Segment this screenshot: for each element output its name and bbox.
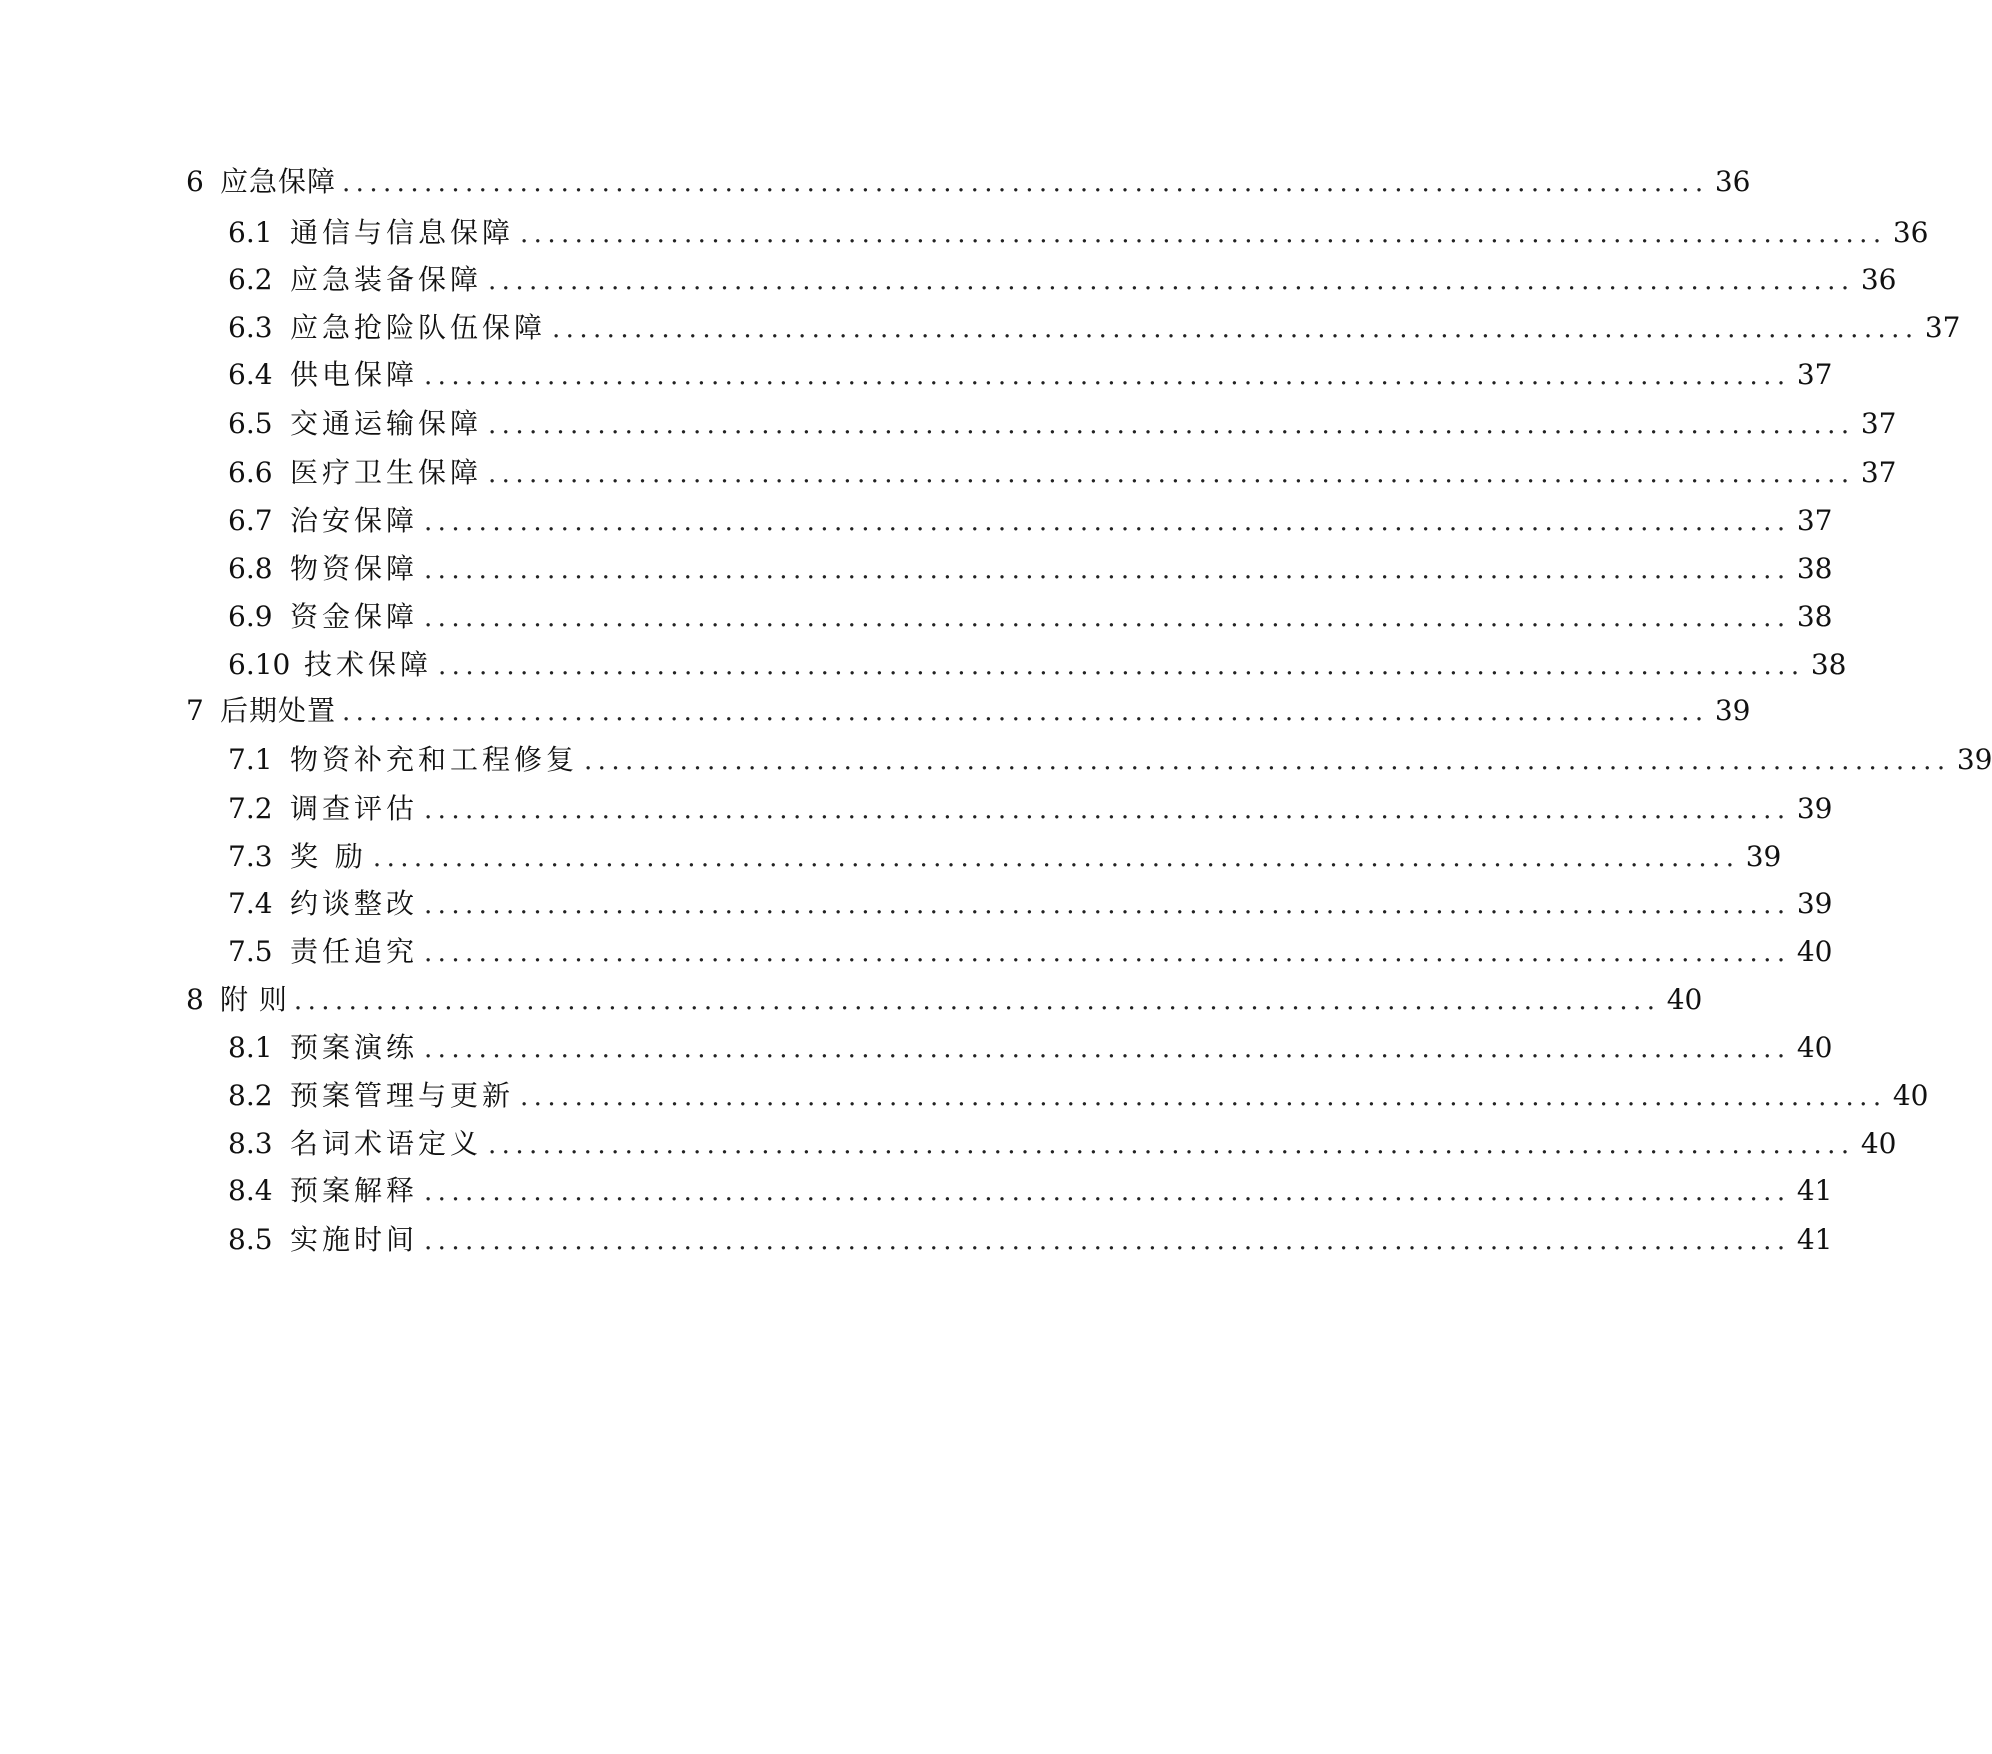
toc-entry-title: 通信与信息保障 xyxy=(290,216,515,249)
toc-dot-leader: .................................................................................................... xyxy=(488,1130,1855,1160)
toc-entry-title: 技术保障 xyxy=(304,648,433,681)
toc-entry-title: 医疗卫生保障 xyxy=(290,456,483,489)
toc-entry-page: 39 xyxy=(1796,887,1833,920)
toc-dot-leader: .................................................................................................... xyxy=(424,603,1791,633)
toc-entry-page: 39 xyxy=(1745,840,1782,873)
toc-dot-leader: .................................................................................................... xyxy=(424,938,1791,968)
toc-entry-page: 41 xyxy=(1796,1223,1833,1256)
toc-entry-page: 37 xyxy=(1924,311,1961,344)
toc-entry[interactable] xyxy=(228,932,1833,972)
toc-entry-number: 6.10 xyxy=(228,648,291,681)
toc-entry[interactable] xyxy=(228,884,1833,924)
toc-entry-number: 6.3 xyxy=(228,311,273,344)
toc-entry-title: 供电保障 xyxy=(290,358,419,391)
toc-dot-leader: .................................................................................................... xyxy=(424,1177,1791,1207)
toc-entry-number: 7.2 xyxy=(228,792,273,825)
toc-dot-leader: .................................................................................................... xyxy=(424,1226,1791,1256)
toc-entry-page: 41 xyxy=(1796,1174,1833,1207)
toc-entry-number: 8.4 xyxy=(228,1174,273,1207)
toc-entry-number: 8 xyxy=(186,983,204,1016)
toc-entry[interactable] xyxy=(228,645,1847,685)
toc-entry-number: 7.4 xyxy=(228,887,273,920)
toc-dot-leader: .................................................................................................... xyxy=(342,697,1709,727)
toc-entry-page: 37 xyxy=(1860,407,1897,440)
toc-entry-number: 6 xyxy=(186,165,204,198)
toc-entry-page: 39 xyxy=(1796,792,1833,825)
toc-entry-number: 6.1 xyxy=(228,216,273,249)
toc-dot-leader: .................................................................................................... xyxy=(424,555,1791,585)
toc-dot-leader: .................................................................................................... xyxy=(438,651,1805,681)
toc-entry-number: 8.1 xyxy=(228,1031,273,1064)
toc-dot-leader: .................................................................................................... xyxy=(424,1034,1791,1064)
toc-entry-page: 38 xyxy=(1810,648,1847,681)
toc-entry-number: 8.3 xyxy=(228,1127,273,1160)
toc-entry-title: 预案管理与更新 xyxy=(290,1079,515,1112)
toc-entry[interactable] xyxy=(186,691,1751,731)
toc-entry-number: 7 xyxy=(186,694,204,727)
toc-entry-title: 附 则 xyxy=(220,983,288,1016)
toc-entry-title: 物资补充和工程修复 xyxy=(290,743,579,776)
toc-entry-page: 36 xyxy=(1860,263,1897,296)
toc-dot-leader: .................................................................................................... xyxy=(424,795,1791,825)
toc-entry-page: 40 xyxy=(1666,983,1703,1016)
toc-entry-page: 39 xyxy=(1956,743,1992,776)
toc-entry-title: 奖 励 xyxy=(290,840,367,873)
toc-entry-title: 资金保障 xyxy=(290,600,419,633)
toc-entry[interactable] xyxy=(228,1124,1897,1164)
toc-entry-page: 40 xyxy=(1796,1031,1833,1064)
toc-entry-number: 6.8 xyxy=(228,552,273,585)
toc-dot-leader: .................................................................................................... xyxy=(342,168,1709,198)
toc-entry[interactable] xyxy=(228,1076,1929,1116)
toc-entry-page: 37 xyxy=(1796,358,1833,391)
toc-entry-number: 6.7 xyxy=(228,504,273,537)
toc-entry[interactable] xyxy=(228,355,1833,395)
toc-entry-number: 7.1 xyxy=(228,743,273,776)
toc-entry[interactable] xyxy=(228,308,1961,348)
toc-dot-leader: .................................................................................................... xyxy=(520,1082,1887,1112)
toc-entry-page: 39 xyxy=(1714,694,1751,727)
toc-entry[interactable] xyxy=(228,837,1782,877)
toc-dot-leader: .................................................................................................... xyxy=(520,219,1887,249)
toc-entry[interactable] xyxy=(228,740,1992,780)
toc-entry-title: 约谈整改 xyxy=(290,887,419,920)
toc-entry[interactable] xyxy=(228,404,1897,444)
toc-entry-page: 36 xyxy=(1714,165,1751,198)
toc-entry-title: 预案演练 xyxy=(290,1031,419,1064)
toc-entry-number: 7.3 xyxy=(228,840,273,873)
toc-dot-leader: .................................................................................................... xyxy=(293,986,1661,1016)
toc-dot-leader: .................................................................................................... xyxy=(424,507,1791,537)
toc-entry-page: 37 xyxy=(1860,456,1897,489)
toc-entry-page: 38 xyxy=(1796,552,1833,585)
toc-dot-leader: .................................................................................................... xyxy=(488,266,1855,296)
toc-dot-leader: .................................................................................................... xyxy=(488,410,1855,440)
toc-entry[interactable] xyxy=(186,162,1751,202)
toc-entry-page: 40 xyxy=(1892,1079,1929,1112)
toc-entry-number: 6.4 xyxy=(228,358,273,391)
toc-entry-title: 名词术语定义 xyxy=(290,1127,483,1160)
toc-entry-title: 后期处置 xyxy=(220,694,337,727)
toc-entry-title: 交通运输保障 xyxy=(290,407,483,440)
toc-dot-leader: .................................................................................................... xyxy=(488,459,1855,489)
toc-entry-title: 应急保障 xyxy=(220,165,337,198)
toc-entry-title: 物资保障 xyxy=(290,552,419,585)
toc-entry-page: 37 xyxy=(1796,504,1833,537)
toc-dot-leader: .................................................................................................... xyxy=(372,843,1740,873)
toc-entry-number: 7.5 xyxy=(228,935,273,968)
toc-entry-title: 责任追究 xyxy=(290,935,419,968)
toc-entry[interactable] xyxy=(228,1220,1833,1260)
toc-entry-number: 6.9 xyxy=(228,600,273,633)
toc-entry-number: 8.2 xyxy=(228,1079,273,1112)
toc-entry-title: 应急装备保障 xyxy=(290,263,483,296)
toc-entry-page: 38 xyxy=(1796,600,1833,633)
toc-entry-title: 调查评估 xyxy=(290,792,419,825)
toc-entry-title: 预案解释 xyxy=(290,1174,419,1207)
toc-dot-leader: .................................................................................................... xyxy=(424,890,1791,920)
toc-dot-leader: .................................................................................................... xyxy=(584,746,1951,776)
toc-entry-number: 6.2 xyxy=(228,263,273,296)
toc-entry-number: 8.5 xyxy=(228,1223,273,1256)
toc-entry[interactable] xyxy=(186,980,1703,1020)
toc-entry[interactable] xyxy=(228,453,1897,493)
toc-entry[interactable] xyxy=(228,260,1897,300)
toc-entry-title: 治安保障 xyxy=(290,504,419,537)
toc-entry-title: 实施时间 xyxy=(290,1223,419,1256)
toc-entry[interactable] xyxy=(228,1028,1833,1068)
toc-dot-leader: .................................................................................................... xyxy=(552,314,1919,344)
toc-entry-page: 36 xyxy=(1892,216,1929,249)
toc-entry[interactable] xyxy=(228,213,1929,253)
toc-entry-number: 6.6 xyxy=(228,456,273,489)
toc-entry[interactable] xyxy=(228,501,1833,541)
toc-entry-number: 6.5 xyxy=(228,407,273,440)
toc-dot-leader: .................................................................................................... xyxy=(424,361,1791,391)
toc-entry[interactable] xyxy=(228,549,1833,589)
toc-entry[interactable] xyxy=(228,1171,1833,1211)
toc-entry-page: 40 xyxy=(1860,1127,1897,1160)
toc-entry[interactable] xyxy=(228,789,1833,829)
toc-entry-title: 应急抢险队伍保障 xyxy=(290,311,547,344)
toc-entry[interactable] xyxy=(228,597,1833,637)
toc-entry-page: 40 xyxy=(1796,935,1833,968)
